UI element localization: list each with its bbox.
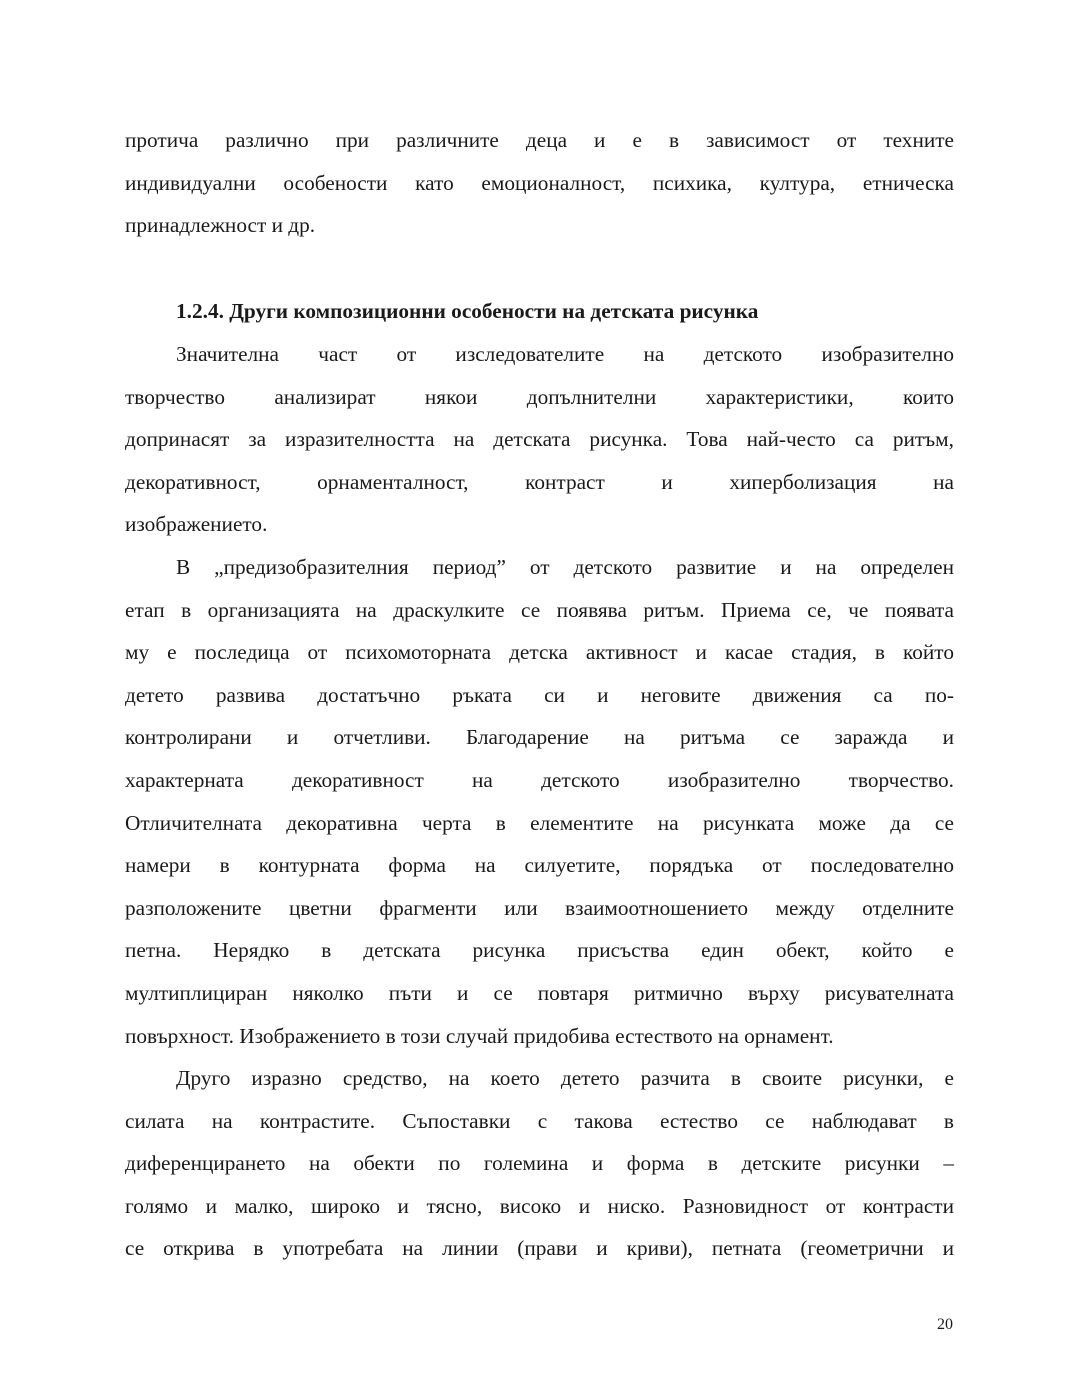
text-line: характерната декоративност на детското изобразително творчество. [125, 767, 954, 792]
text-line: петна. Нерядко в детската рисунка присъства един обект, който е [125, 938, 954, 963]
text-line: изображението. [125, 512, 268, 537]
text-line: мултиплициран няколко пъти и се повтаря ритмично върху рисувателната [125, 980, 954, 1005]
section-heading: 1.2.4. Други композиционни особености на детската рисунка [176, 299, 759, 323]
paragraph-2 [125, 546, 954, 1057]
text-line: В „предизобразителния период” от детското развитие и на определен [176, 555, 954, 579]
text-line: разположените цветни фрагменти или взаимоотношението между отделните [125, 895, 954, 920]
text-line: му е последица от психомоторната детска активност и касае стадия, в който [125, 640, 954, 665]
paragraph-1 [125, 333, 954, 546]
text-line: принадлежност и др. [125, 213, 316, 238]
text-line: Значителна част от изследователите на детското изобразително [176, 342, 954, 366]
text-line: диференцирането на обекти по големина и форма в детските рисунки – [125, 1151, 954, 1176]
text-line: Отличителната декоративна черта в елементите на рисунката може да се [125, 810, 954, 835]
text-line: се открива в употребата на линии (прави и криви), петната (геометрични и [125, 1236, 954, 1261]
text-line: творчество анализират някои допълнителни характеристики, които [125, 384, 954, 409]
text-line: индивидуални особености като емоционалност, психика, култура, етническа [125, 170, 954, 195]
text-line: намери в контурната форма на силуетите, порядъка от последователно [125, 853, 954, 878]
text-line: допринасят за изразителността на детската рисунка. Това най-често са ритъм, [125, 427, 954, 452]
text-line: силата на контрастите. Съпоставки с такова естество се наблюдават в [125, 1108, 954, 1133]
text-line: повърхност. Изображението в този случай придобива естеството на орнамент. [125, 1023, 834, 1048]
page-number: 20 [937, 1316, 953, 1333]
text-line: Друго изразно средство, на което детето разчита в своите рисунки, е [176, 1066, 954, 1090]
text-line: голямо и малко, широко и тясно, високо и ниско. Разновидност от контрасти [125, 1193, 954, 1218]
text-line: контролирани и отчетливи. Благодарение на ритъма се заражда и [125, 725, 954, 750]
paragraph-3 [125, 1057, 954, 1270]
intro-paragraph [125, 119, 954, 247]
text-line: етап в организацията на драскулките се появява ритъм. Приема се, че появата [125, 597, 954, 622]
text-line: детето развива достатъчно ръката си и неговите движения са по- [125, 682, 954, 707]
text-line: протича различно при различните деца и е в зависимост от техните [125, 128, 954, 152]
text-line: декоративност, орнаменталност, контраст и хиперболизация на [125, 469, 954, 494]
